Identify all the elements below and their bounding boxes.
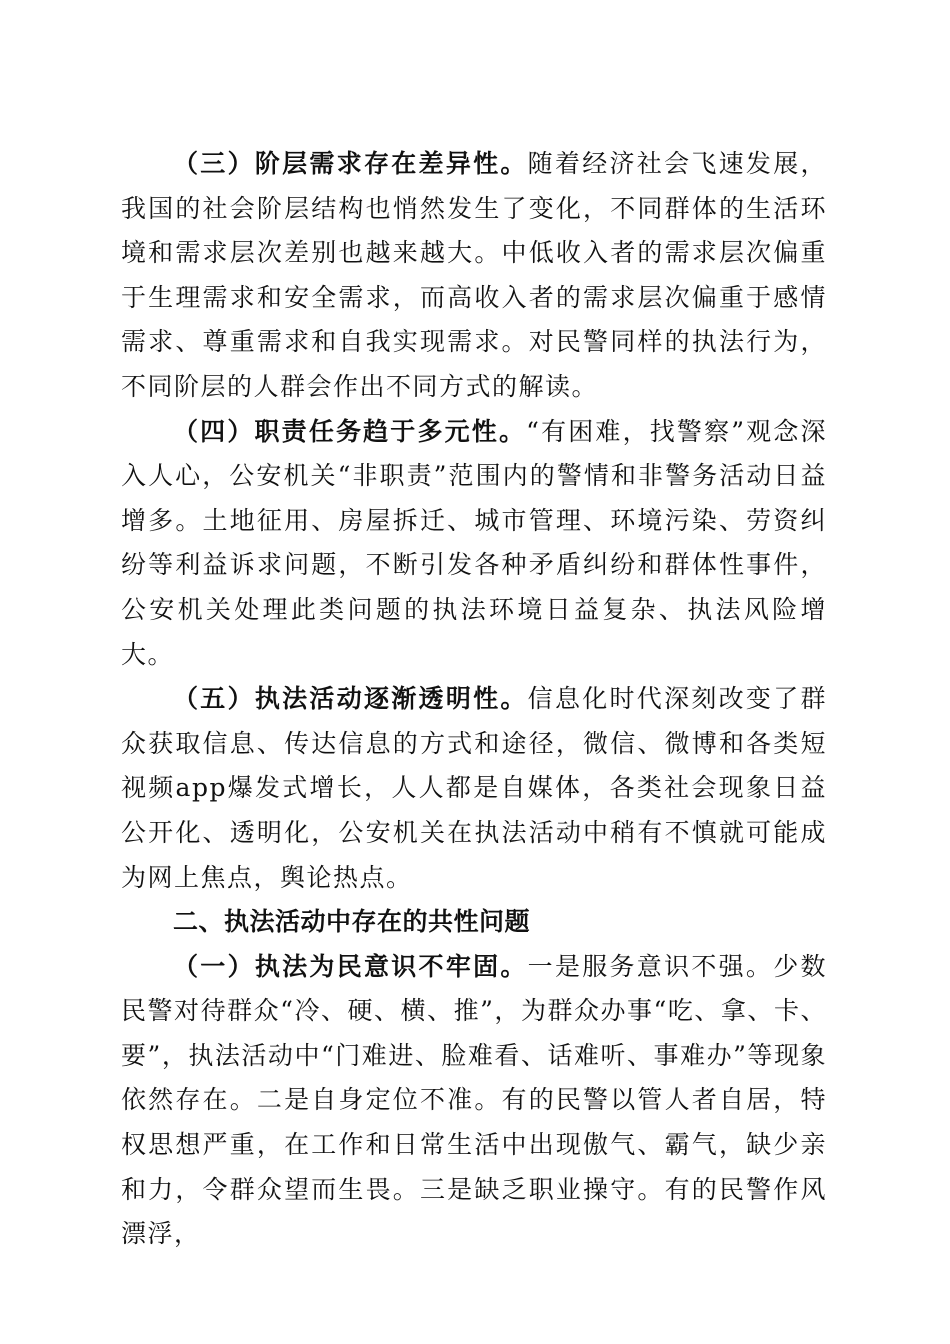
paragraph-lead: （五）执法活动逐渐透明性。	[173, 684, 528, 714]
paragraph-diverse-duties	[121, 410, 827, 678]
paragraph-text: 信息化时代深刻改变了群众获取信息、传达信息的方式和途径，微信、微博和各类短视频app爆发式增长，人人都是自媒体，各类社会现象日益公开化、透明化，公安机关在执法活动中稍有不慎就可能成为网上焦点，舆论热点。	[121, 684, 827, 892]
paragraph-text: “有困难，找警察”观念深入人心，公安机关“非职责”范围内的警情和非警务活动日益增多。土地征用、房屋拆迁、城市管理、环境污染、劳资纠纷等利益诉求问题，不断引发各种矛盾纠纷和群体性事件，公安机关处理此类问题的执法环境日益复杂、执法风险增大。	[121, 416, 828, 669]
paragraph-lead: （四）职责任务趋于多元性。	[173, 416, 527, 446]
paragraph-service-awareness	[121, 945, 827, 1257]
paragraph-text: 一是服务意识不强。少数民警对待群众“冷、硬、横、推”，为群众办事“吃、拿、卡、要”，执法活动中“门难进、脸难看、话难听、事难办”等现象依然存在。二是自身定位不准。有的民警以管人者自居，特权思想严重，在工作和日常生活中出现傲气、霸气，缺少亲和力，令群众望而生畏。三是缺乏职业操守。有的民警作风漂浮，	[121, 951, 827, 1249]
paragraph-class-differences	[121, 142, 827, 410]
section-heading: 二、执法活动中存在的共性问题	[173, 907, 531, 937]
document-body	[121, 142, 827, 1257]
paragraph-transparency	[121, 677, 827, 900]
paragraph-lead: （三）阶层需求存在差异性。	[173, 149, 528, 178]
paragraph-lead: （一）执法为民意识不牢固。	[173, 951, 528, 981]
paragraph-text: 随着经济社会飞速发展，我国的社会阶层结构也悄然发生了变化，不同群体的生活环境和需求层次差别也越来越大。中低收入者的需求层次偏重于生理需求和安全需求，而高收入者的需求层次偏重于感情需求、尊重需求和自我实现需求。对民警同样的执法行为，不同阶层的人群会作出不同方式的解读。	[121, 149, 827, 401]
